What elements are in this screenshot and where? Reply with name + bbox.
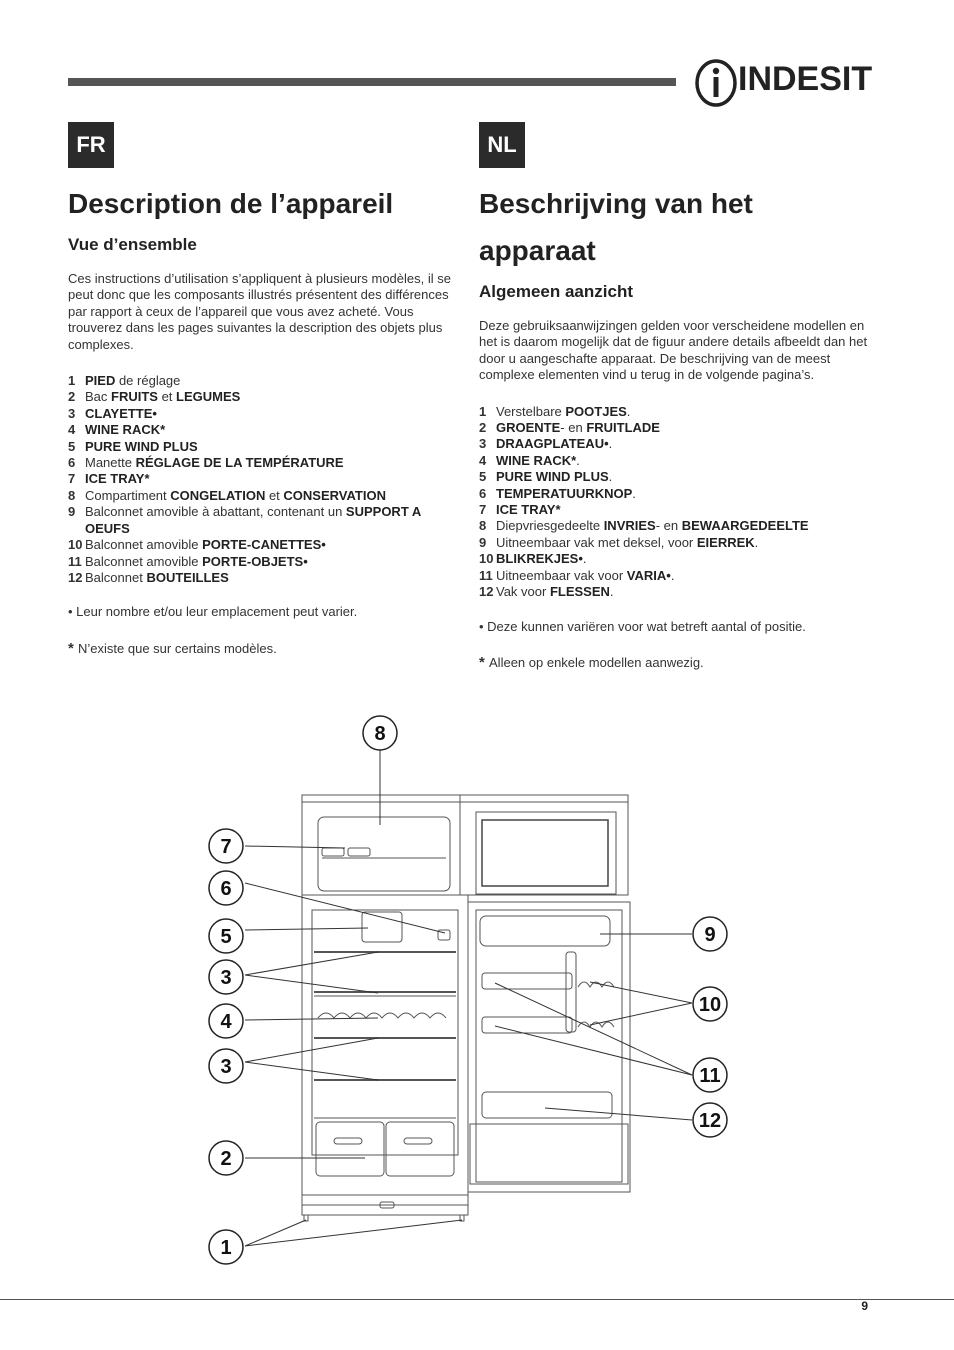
item-number: 5	[479, 469, 487, 485]
item-text-bold: FRUITS	[111, 389, 158, 405]
callout-6	[209, 871, 243, 905]
list-item	[68, 554, 456, 570]
brand-mark-icon	[694, 58, 738, 108]
item-text	[496, 584, 614, 600]
item-text-bold2: FRUITLADE	[586, 420, 660, 436]
item-text-post: et	[265, 487, 284, 503]
item-text	[496, 568, 674, 584]
bottom-rule	[0, 1299, 954, 1300]
callout-3-lower-label: 3	[220, 1056, 232, 1078]
item-text-post: .	[582, 551, 587, 567]
item-text-pre: Vak voor	[496, 584, 550, 600]
item-text-post: .	[632, 485, 636, 501]
item-number: 11	[68, 553, 82, 569]
list-item	[68, 422, 456, 438]
item-text-post: de réglage	[115, 373, 181, 389]
fr-column	[68, 180, 456, 677]
item-text-bold2: CONSERVATION	[283, 487, 386, 503]
item-text	[85, 570, 229, 586]
item-number: 5	[68, 438, 76, 454]
list-item	[68, 504, 456, 537]
callout-2-label: 2	[220, 1148, 232, 1170]
item-number: 10	[479, 551, 494, 567]
item-number: 3	[479, 436, 487, 452]
callout-9	[693, 917, 727, 951]
fr-title: Description de l’appareil	[68, 188, 394, 219]
nl-column	[479, 180, 869, 691]
item-number: 6	[68, 455, 76, 471]
item-text	[85, 389, 240, 405]
wine-rack	[318, 1013, 446, 1018]
callout-1-label: 1	[220, 1237, 232, 1259]
callout-3-upper-label: 3	[220, 967, 232, 989]
item-number: 1	[479, 403, 487, 419]
brand-logo	[694, 58, 874, 108]
item-text-post: - en	[560, 420, 587, 436]
fr-note-variation: • Leur nombre et/ou leur emplacement peut varier.	[68, 604, 358, 620]
list-item	[68, 537, 456, 553]
item-text	[85, 471, 150, 487]
item-text-bold2: LEGUMES	[176, 389, 241, 405]
item-text-pre: Balconnet amovible à abattant, contenant un	[85, 504, 346, 520]
fr-parts-list	[68, 373, 456, 586]
callout-1	[209, 1230, 243, 1264]
list-item	[68, 570, 456, 586]
fr-note-models: * N’existe que sur certains modèles.	[68, 639, 277, 657]
list-item	[479, 535, 869, 551]
list-item	[479, 453, 869, 469]
callout-5-label: 5	[220, 926, 232, 948]
item-text	[496, 404, 630, 420]
callout-10	[693, 987, 727, 1021]
item-text-pre: Uitneembaar vak met deksel, voor	[496, 534, 697, 550]
list-item	[479, 486, 869, 502]
item-text-bold: PORTE-CANETTES•	[202, 537, 326, 553]
freezer-compartment	[318, 817, 450, 891]
item-text-bold: BOUTEILLES	[146, 569, 229, 585]
door-bottom-panel	[470, 1124, 628, 1184]
fr-note-models-text: N’existe que sur certains modèles.	[78, 640, 277, 656]
callout-7	[209, 829, 243, 863]
item-text-bold: ICE TRAY*	[85, 471, 150, 487]
item-text	[85, 406, 157, 422]
item-text-pre: Verstelbare	[496, 403, 566, 419]
freezer-cabinet	[302, 795, 460, 895]
item-text-bold: CLAYETTE•	[85, 405, 157, 421]
item-text-bold: TEMPERATUURKNOP	[496, 485, 633, 501]
item-text-bold: PIED	[85, 373, 116, 389]
callout-11	[693, 1058, 727, 1092]
item-text-post: .	[626, 403, 631, 419]
item-text-bold: PURE WIND PLUS	[85, 438, 198, 454]
list-item	[68, 488, 456, 504]
list-item	[68, 406, 456, 422]
item-text-bold: SUPPORT A OEUFS	[85, 504, 421, 536]
item-text-bold: INVRIES	[603, 518, 656, 534]
item-number: 2	[479, 420, 487, 436]
nl-intro: Deze gebruiksaanwijzingen gelden voor verscheidene modellen en het is daarom mogelijk dat de figuur andere details afbeeldt dan het door u aangeschafte apparaat. De beschrijving van de meest complexe elementen vind u terug in de volgende pagina’s.	[479, 318, 868, 383]
item-text	[85, 488, 386, 504]
item-number: 2	[68, 389, 76, 405]
callout-11-label: 11	[699, 1065, 721, 1087]
item-number: 3	[68, 405, 76, 421]
item-text-pre: Balconnet	[85, 569, 147, 585]
item-number: 4	[68, 422, 76, 438]
item-text-bold: PORTE-OBJETS•	[202, 553, 308, 569]
item-number: 7	[479, 502, 487, 518]
callout-10-label: 10	[698, 994, 722, 1016]
fr-subtitle: Vue d’ensemble	[68, 235, 197, 254]
list-item	[479, 436, 869, 452]
item-number: 4	[479, 452, 487, 468]
item-text	[496, 502, 561, 518]
fridge-diagram	[0, 690, 954, 1290]
item-text-pre: Balconnet amovible	[85, 537, 203, 553]
item-text	[496, 535, 758, 551]
nl-title: Beschrijving van het apparaat	[479, 188, 753, 266]
item-text	[85, 439, 198, 455]
callout-2	[209, 1141, 243, 1175]
item-number: 10	[68, 537, 83, 553]
callout-6-label: 6	[220, 878, 232, 900]
list-item	[68, 455, 456, 471]
page-number: 9	[861, 1299, 868, 1313]
item-text-post: .	[670, 567, 675, 583]
item-text-pre: Balconnet amovible	[85, 553, 203, 569]
callout-3-lower	[209, 1049, 243, 1083]
item-text	[496, 518, 809, 534]
item-text-bold2: BEWAARGEDEELTE	[681, 518, 809, 534]
item-text-bold: ICE TRAY*	[496, 502, 561, 518]
list-item	[68, 373, 456, 389]
lang-tag-fr: FR	[68, 122, 114, 168]
callout-5	[209, 919, 243, 953]
item-text	[85, 373, 180, 389]
callout-4	[209, 1004, 243, 1038]
door-shelf-middle	[482, 1017, 572, 1033]
item-text-post: .	[608, 469, 613, 485]
brand-name: INDESIT	[738, 60, 873, 98]
nl-subtitle: Algemeen aanzicht	[479, 282, 633, 301]
nl-note-variation: • Deze kunnen variëren voor wat betreft aantal of positie.	[479, 618, 806, 634]
item-text-bold: CONGELATION	[170, 487, 266, 503]
callout-7-label: 7	[220, 836, 232, 858]
list-item	[479, 551, 869, 567]
list-item	[68, 471, 456, 487]
egg-compartment	[480, 916, 610, 946]
pure-wind-plus	[362, 912, 402, 942]
item-text-bold: VARIA•	[626, 567, 671, 583]
item-number: 6	[479, 485, 487, 501]
bottle-shelf	[482, 1092, 612, 1118]
item-text	[85, 455, 344, 471]
nl-note-models-text: Alleen op enkele modellen aanwezig.	[489, 654, 704, 670]
item-text	[85, 537, 326, 553]
item-number: 11	[479, 567, 493, 583]
item-text-pre: Bac	[85, 389, 112, 405]
item-text-pre: Manette	[85, 455, 136, 471]
item-text	[496, 469, 612, 485]
top-rule	[68, 78, 676, 86]
fr-intro: Ces instructions d’utilisation s’appliquent à plusieurs modèles, il se peut donc que les composants illustrés présentent des différences par rapport à ceux de l’appareil que vous avez acheté. Vous trouverez dans les pages suivantes la description des objets plus complexes.	[68, 271, 451, 352]
item-number: 1	[68, 373, 76, 389]
item-text-post: et	[157, 389, 177, 405]
list-item	[479, 469, 869, 485]
item-text-bold: EIERREK	[696, 534, 755, 550]
item-number: 12	[479, 584, 494, 600]
item-text	[85, 554, 308, 570]
item-number: 9	[479, 534, 487, 550]
item-text-pre: Diepvriesgedeelte	[496, 518, 604, 534]
lang-tag-nl: NL	[479, 122, 525, 168]
item-text-bold: RÉGLAGE DE LA TEMPÉRATURE	[135, 455, 344, 471]
item-text-post: .	[608, 436, 613, 452]
door-shelf-upper	[482, 973, 572, 989]
item-text	[85, 422, 165, 438]
crisper-right	[386, 1122, 454, 1176]
item-text	[496, 420, 660, 436]
item-number: 8	[68, 487, 76, 503]
callout-4-label: 4	[220, 1011, 232, 1033]
item-text	[496, 453, 580, 469]
item-text-bold: GROENTE	[496, 420, 561, 436]
callout-8	[363, 716, 397, 750]
item-text-pre: Compartiment	[85, 487, 171, 503]
item-text	[496, 486, 636, 502]
list-item	[479, 584, 869, 600]
item-text	[496, 551, 587, 567]
callout-8-label: 8	[374, 723, 386, 745]
list-item	[479, 568, 869, 584]
list-item	[479, 404, 869, 420]
callout-3-upper	[209, 960, 243, 994]
item-text	[85, 504, 456, 537]
item-text-bold: DRAAGPLATEAU•	[496, 436, 609, 452]
item-number: 12	[68, 569, 83, 585]
item-text-bold: POOTJES	[565, 403, 627, 419]
list-item	[68, 439, 456, 455]
item-text-bold: WINE RACK*	[85, 422, 166, 438]
item-text-post: .	[754, 534, 759, 550]
item-text-post: .	[576, 452, 580, 468]
item-text-post: - en	[655, 518, 682, 534]
list-item	[479, 420, 869, 436]
item-text-bold: PURE WIND PLUS	[496, 469, 609, 485]
list-item	[68, 389, 456, 405]
item-text-bold: FLESSEN	[549, 584, 610, 600]
item-text-post: .	[609, 584, 614, 600]
item-text-bold: WINE RACK*	[496, 452, 577, 468]
list-item	[479, 518, 869, 534]
list-item	[479, 502, 869, 518]
item-text-pre: Uitneembaar vak voor	[496, 567, 627, 583]
callout-12	[693, 1103, 727, 1137]
crisper-left	[316, 1122, 384, 1176]
freezer-door	[460, 795, 628, 895]
callout-12-label: 12	[698, 1110, 722, 1132]
item-number: 9	[68, 504, 76, 520]
item-number: 8	[479, 518, 487, 534]
item-text	[496, 436, 612, 452]
nl-parts-list	[479, 404, 869, 601]
callout-9-label: 9	[704, 924, 716, 946]
nl-note-models: * Alleen op enkele modellen aanwezig.	[479, 653, 704, 671]
item-text-bold: BLIKREKJES•	[496, 551, 583, 567]
item-number: 7	[68, 471, 76, 487]
